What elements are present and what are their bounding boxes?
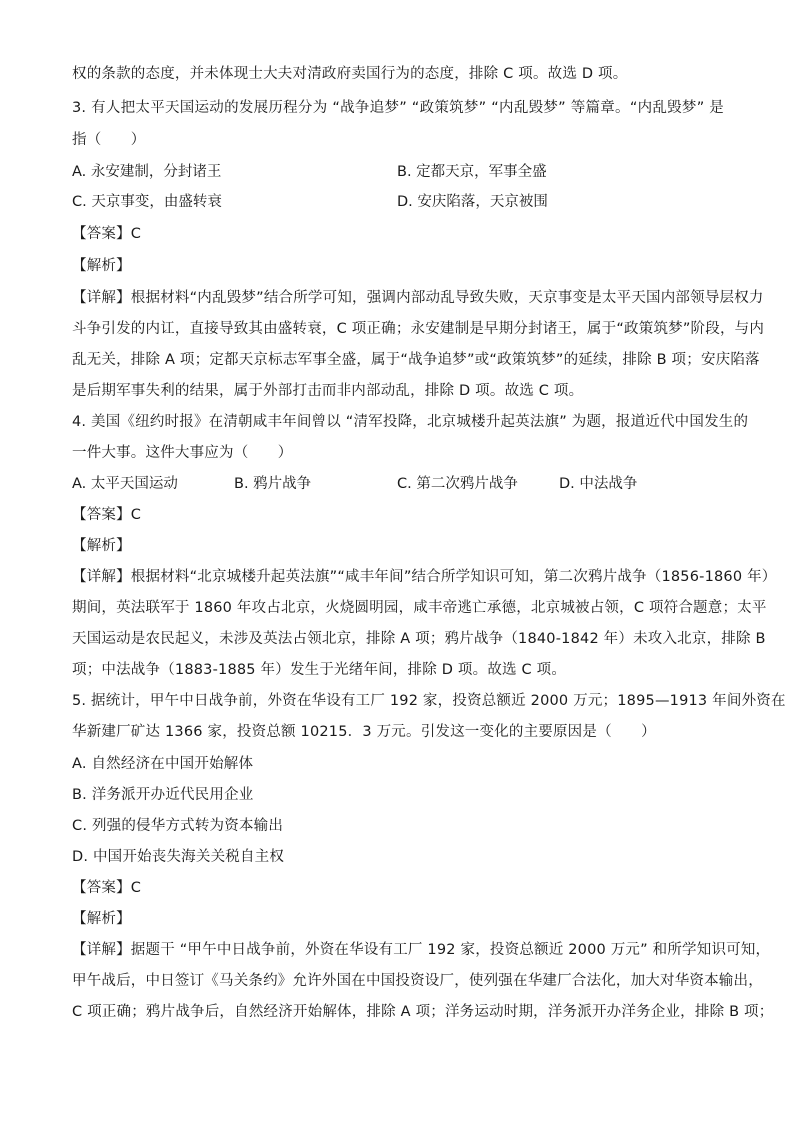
question-4-detail: 天国运动是农民起义，未涉及英法占领北京，排除 A 项；鸦片战争（1840-1842 年）未攻入北京，排除 B [72,631,766,647]
question-4-option-b: B. 鸦片战争 [234,476,312,492]
question-4-detail: 期间，英法联军于 1860 年攻占北京，火烧圆明园，咸丰帝逃亡承德，北京城被占领，C 项符合题意；太平 [72,600,767,616]
question-3-detail: 乱无关，排除 A 项；定都天京标志军事全盛，属于“战争追梦”或“政策筑梦”的延续，排除 B 项；安庆陷落 [72,352,760,368]
question-4-answer: 【答案】C [72,507,142,523]
question-4-option-c: C. 第二次鸦片战争 [397,476,518,492]
question-5-option-d: D. 中国开始丧失海关关税自主权 [72,849,285,865]
question-3-option-b: B. 定都天京，军事全盛 [397,164,547,180]
question-5-option-b: B. 洋务派开办近代民用企业 [72,787,254,803]
question-5-stem-cont: 华新建厂矿达 1366 家，投资总额 10215．3 万元。引发这一变化的主要原因是（ ） [72,724,656,740]
question-3-stem: 3. 有人把太平天国运动的发展历程分为 “战争追梦” “政策筑梦” “内乱毁梦” 等篇章。“内乱毁梦” 是 [72,100,724,116]
question-3-option-a: A. 永安建制，分封诸王 [72,164,222,180]
question-4-detail: 项；中法战争（1883-1885 年）发生于光绪年间，排除 D 项。故选 C 项。 [72,662,567,678]
question-3-detail: 【详解】根据材料“内乱毁梦”结合所学可知，强调内部动乱导致失败，天京事变是太平天国内部领导层权力 [72,290,764,306]
question-5-option-c: C. 列强的侵华方式转为资本输出 [72,818,284,834]
question-4-option-d: D. 中法战争 [559,476,638,492]
question-3-option-c: C. 天京事变，由盛转衰 [72,194,222,210]
question-5-analysis-heading: 【解析】 [72,911,131,927]
question-4-stem: 4. 美国《纽约时报》在清朝咸丰年间曾以 “清军投降，北京城楼升起英法旗” 为题，报道近代中国发生的 [72,414,749,430]
question-4-detail: 【详解】根据材料“北京城楼升起英法旗”“咸丰年间”结合所学知识可知，第二次鸦片战争（1856-1860 年） [72,569,777,585]
question-5-option-a: A. 自然经济在中国开始解体 [72,756,254,772]
question-3-option-d: D. 安庆陷落，天京被围 [397,194,548,210]
question-3-answer: 【答案】C [72,226,142,242]
question-4-option-a: A. 太平天国运动 [72,476,178,492]
question-5-detail: 甲午战后，中日签订《马关条约》允许外国在中国投资设厂，使列强在华建厂合法化，加大对华资本输出， [72,973,763,989]
question-3-analysis-heading: 【解析】 [72,258,131,274]
question-5-detail: 【详解】据题干 “甲午中日战争前，外资在华设有工厂 192 家，投资总额近 2000 万元” 和所学知识可知， [72,942,771,958]
question-3-stem-cont: 指（ ） [72,132,146,148]
question-3-detail: 斗争引发的内讧，直接导致其由盛转衰，C 项正确；永安建制是早期分封诸王，属于“政策筑梦”阶段，与内 [72,321,765,337]
question-5-answer: 【答案】C [72,880,142,896]
question-5-stem: 5. 据统计，甲午中日战争前，外资在华设有工厂 192 家，投资总额近 2000 万元；1895—1913 年间外资在 [72,693,786,709]
question-4-analysis-heading: 【解析】 [72,538,131,554]
question-4-stem-cont: 一件大事。这件大事应为（ ） [72,445,293,461]
question-5-detail: C 项正确；鸦片战争后，自然经济开始解体，排除 A 项；洋务运动时期，洋务派开办洋务企业，排除 B 项； [72,1004,774,1020]
text-line: 权的条款的态度，并未体现士大夫对清政府卖国行为的态度，排除 C 项。故选 D 项。 [72,66,628,82]
question-3-detail: 是后期军事失利的结果，属于外部打击而非内部动乱，排除 D 项。故选 C 项。 [72,383,584,399]
